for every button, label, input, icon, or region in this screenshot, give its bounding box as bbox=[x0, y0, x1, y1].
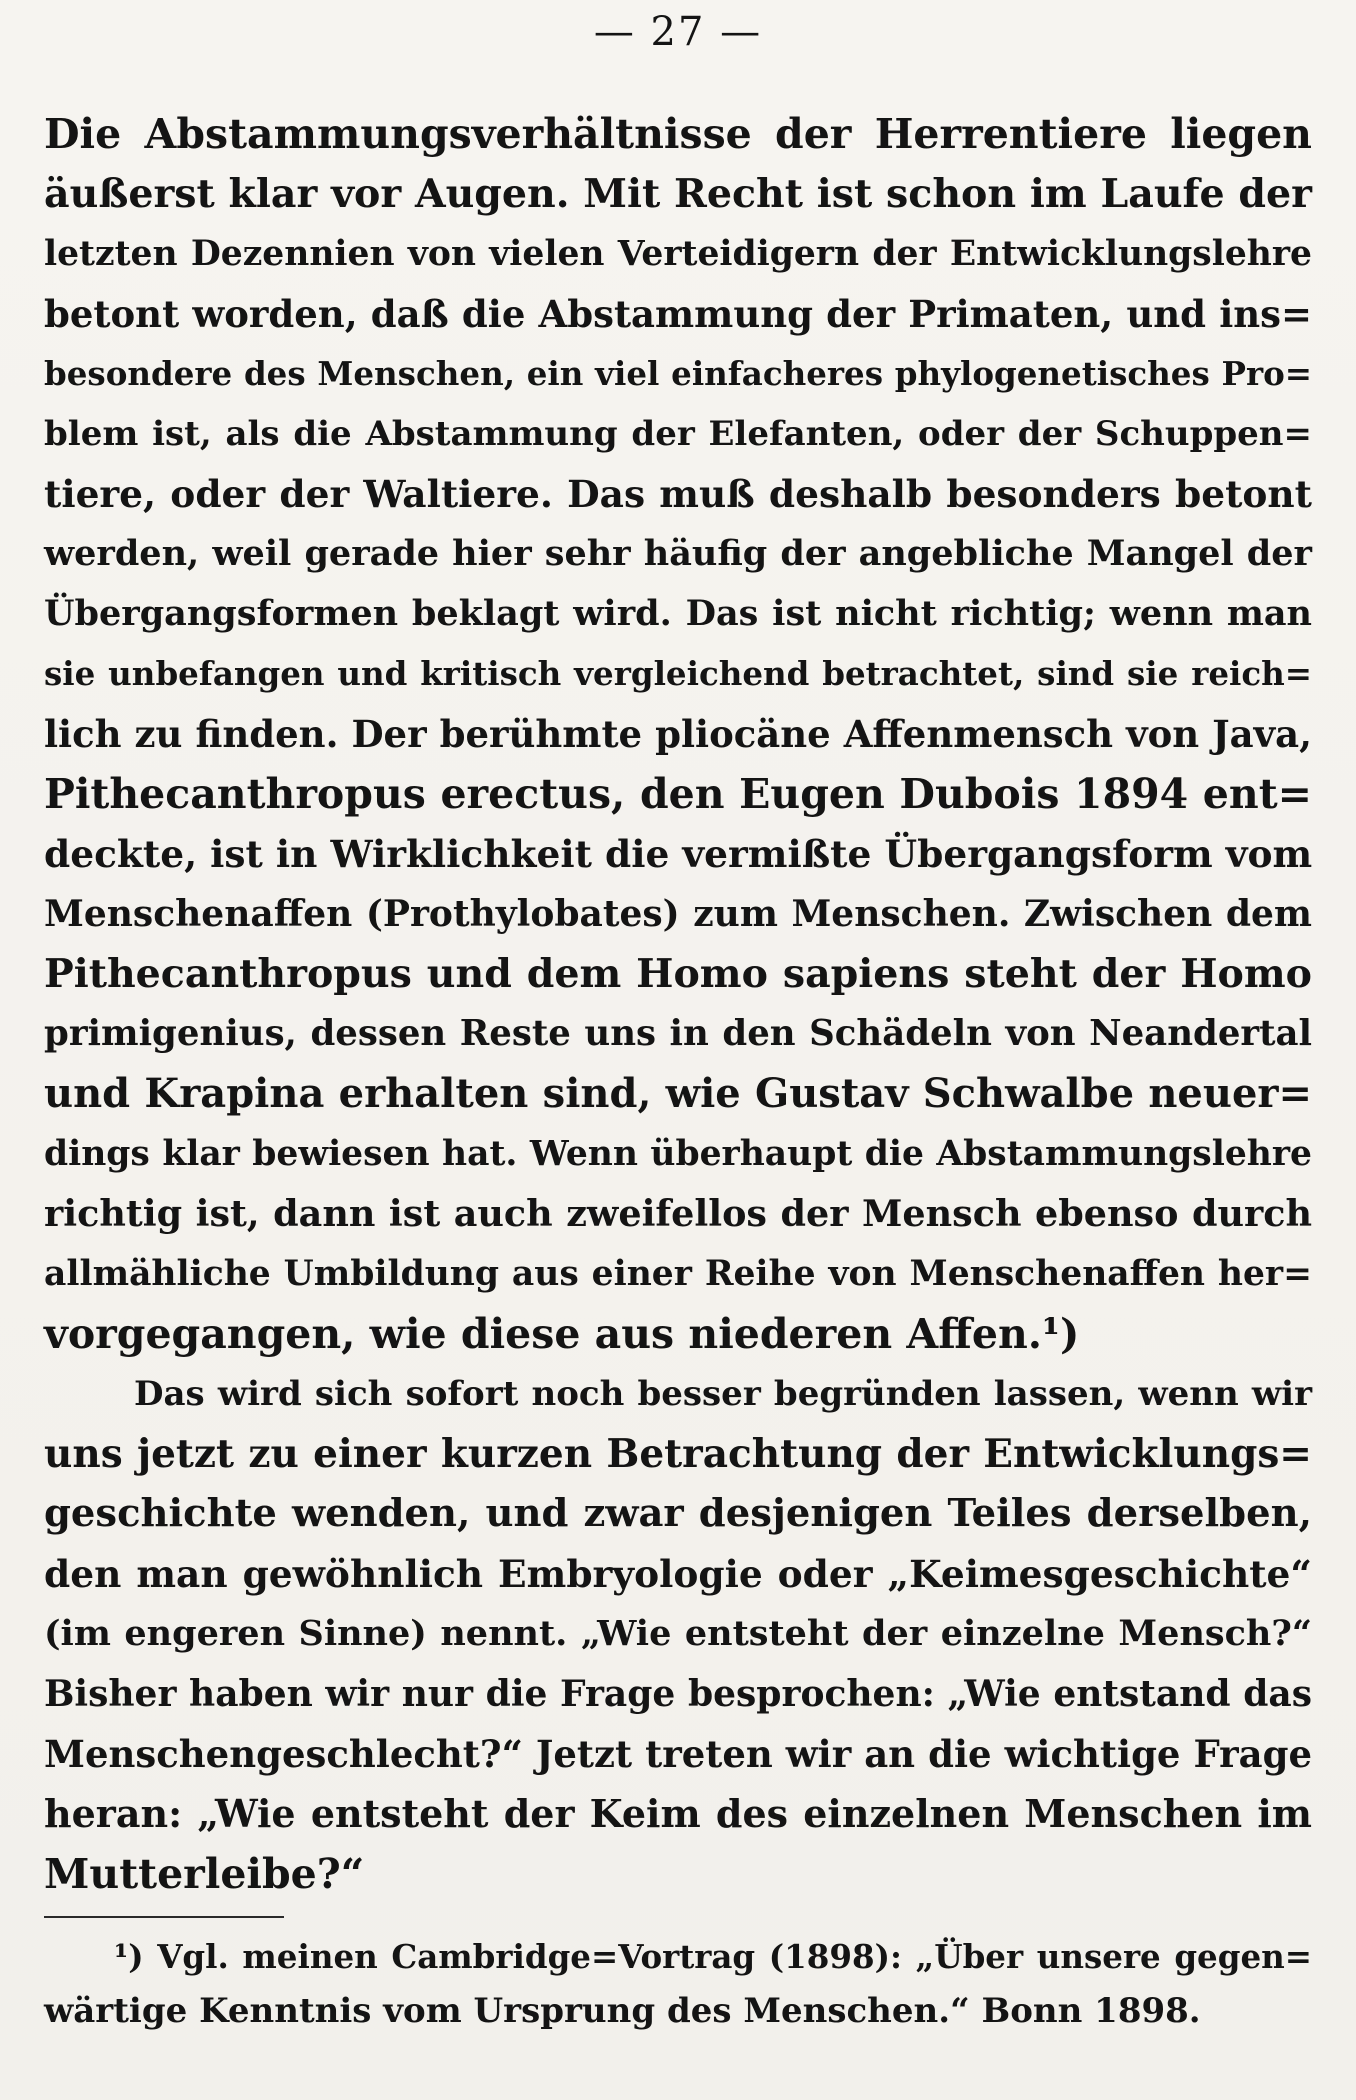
text-line: Bisher haben wir nur die Frage besprochen: „Wie entstand das bbox=[44, 1673, 1312, 1715]
text-line: Übergangsformen beklagt wird. Das ist nicht richtig; wenn man bbox=[44, 593, 1312, 634]
footnote-divider bbox=[44, 1916, 284, 1918]
text-line: besondere des Menschen, ein viel einfacheres phylogenetisches Pro= bbox=[44, 354, 1312, 393]
text-line: Das wird sich sofort noch besser begründen lassen, wenn wir bbox=[134, 1374, 1312, 1414]
text-line: werden, weil gerade hier sehr häufig der angebliche Mangel der bbox=[44, 533, 1312, 574]
text-line: tiere, oder der Waltiere. Das muß deshalb besonders betont bbox=[44, 472, 1312, 516]
text-line: den man gewöhnlich Embryologie oder „Keimesgeschichte“ bbox=[44, 1552, 1312, 1596]
text-line: Menschenaffen (Prothylobates) zum Menschen. Zwischen dem bbox=[44, 893, 1312, 935]
body-text bbox=[44, 104, 1312, 1904]
text-line: deckte, ist in Wirklichkeit die vermißte Übergangsform vom bbox=[44, 832, 1313, 876]
text-line: und Krapina erhalten sind, wie Gustav Schwalbe neuer= bbox=[44, 1070, 1312, 1117]
text-line: (im engeren Sinne) nennt. „Wie entsteht der einzelne Mensch?“ bbox=[44, 1613, 1312, 1654]
footnotes bbox=[44, 1930, 1312, 2038]
text-line: Mutterleibe?“ bbox=[44, 1850, 365, 1898]
text-line: blem ist, als die Abstammung der Elefanten, oder der Schuppen= bbox=[44, 414, 1312, 454]
text-line: heran: „Wie entsteht der Keim des einzelnen Menschen im bbox=[44, 1791, 1312, 1836]
text-line: lich zu finden. Der berühmte pliocäne Affenmensch von Java, bbox=[44, 712, 1312, 756]
text-line: Pithecanthropus erectus, den Eugen Dubois 1894 ent= bbox=[44, 770, 1312, 818]
text-line: dings klar bewiesen hat. Wenn überhaupt die Abstammungslehre bbox=[44, 1134, 1312, 1174]
text-line: primigenius, dessen Reste uns in den Schädeln von Neandertal bbox=[44, 1013, 1312, 1054]
text-line: Menschengeschlecht?“ Jetzt treten wir an die wichtige Frage bbox=[44, 1732, 1312, 1776]
text-line: richtig ist, dann ist auch zweifellos der Mensch ebenso durch bbox=[44, 1192, 1312, 1235]
text-line: letzten Dezennien von vielen Verteidigern der Entwicklungslehre bbox=[44, 234, 1312, 274]
text-line: Die Abstammungsverhältnisse der Herrentiere liegen bbox=[44, 110, 1312, 158]
page-number: — 27 — bbox=[593, 9, 763, 55]
text-line: vorgegangen, wie diese aus niederen Affen.¹) bbox=[44, 1310, 1080, 1358]
text-line: betont worden, daß die Abstammung der Primaten, und ins= bbox=[44, 292, 1312, 336]
text-line: sie unbefangen und kritisch vergleichend betrachtet, sind sie reich= bbox=[44, 654, 1312, 693]
text-line: äußerst klar vor Augen. Mit Recht ist schon im Laufe der bbox=[44, 171, 1312, 217]
footnote-line: ¹) Vgl. meinen Cambridge=Vortrag (1898): „Über unsere gegen= bbox=[114, 1937, 1312, 1976]
text-line: geschichte wenden, und zwar desjenigen Teiles derselben, bbox=[44, 1491, 1312, 1536]
text-line: allmähliche Umbildung aus einer Reihe von Menschenaffen her= bbox=[44, 1254, 1312, 1294]
text-line: Pithecanthropus und dem Homo sapiens steht der Homo bbox=[44, 951, 1312, 997]
text-line: uns jetzt zu einer kurzen Betrachtung der Entwicklungs= bbox=[44, 1431, 1312, 1477]
footnote-line: wärtige Kenntnis vom Ursprung des Menschen.“ Bonn 1898. bbox=[44, 1991, 1201, 2031]
